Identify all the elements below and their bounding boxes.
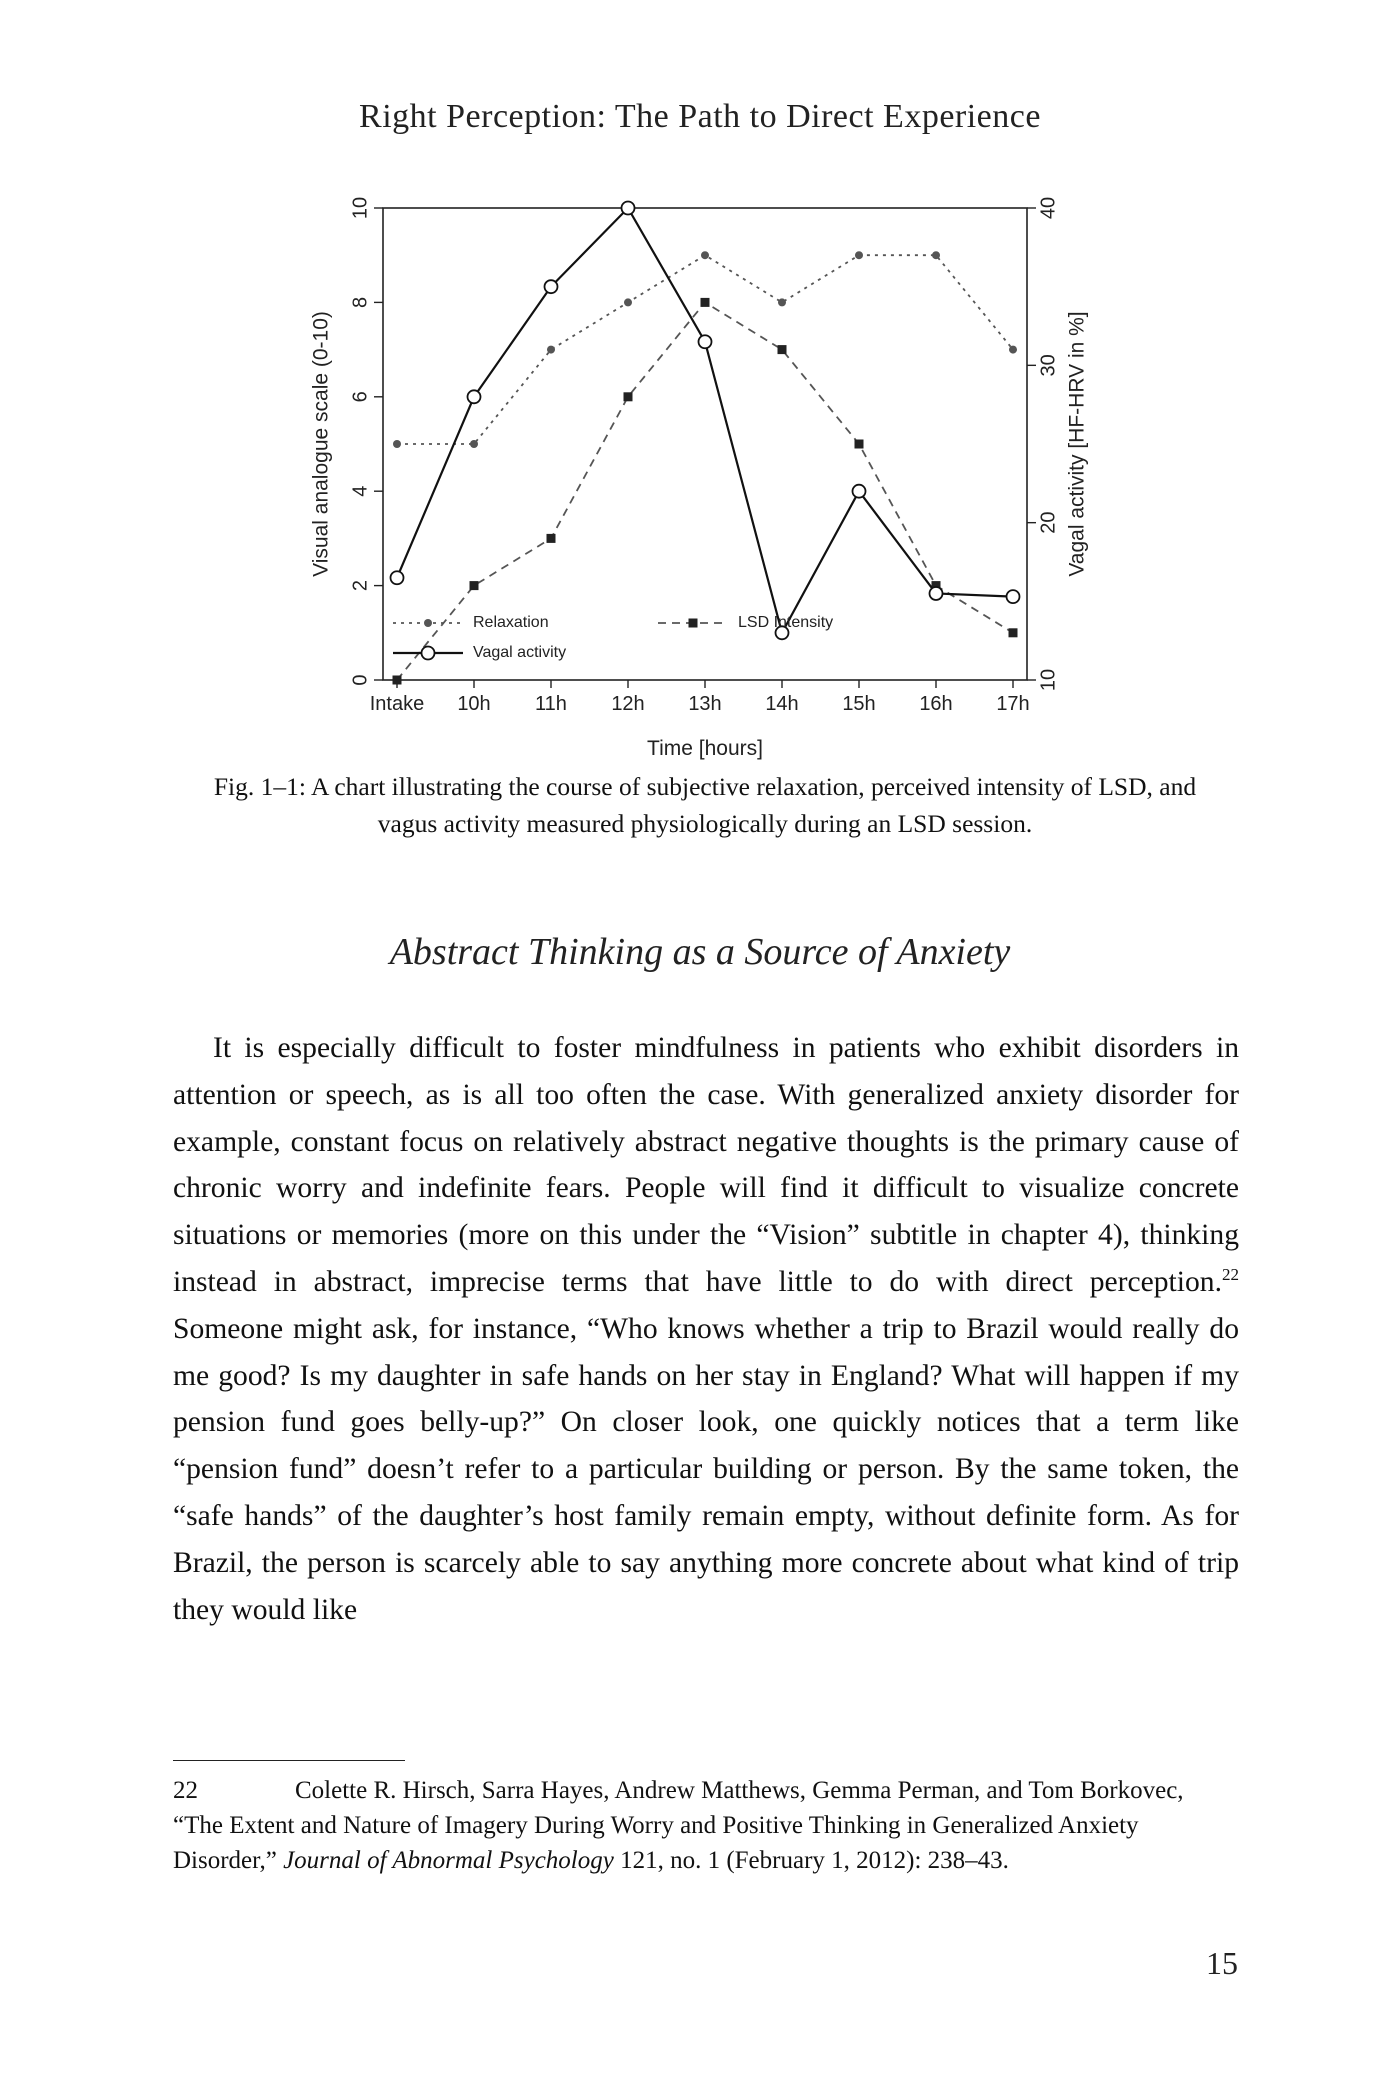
series-line-vagal-activity — [397, 208, 1013, 633]
x-tick-label: 11h — [535, 693, 567, 715]
data-point-vagal-activity — [391, 571, 404, 584]
data-point-relaxation — [393, 440, 401, 448]
data-point-lsd-intensity — [624, 392, 633, 401]
y-right-tick-label: 10 — [1037, 668, 1060, 692]
body-text — [173, 1025, 1239, 1633]
y-left-tick-label: 6 — [349, 391, 372, 403]
y-left-tick-label: 10 — [349, 196, 372, 220]
footnote-number: 22 — [173, 1777, 198, 1804]
body-text-part-1: It is especially difficult to foster mindfulness in patients who exhibit disorders in attention or speech, as is all too often the case. With generalized anxiety disorder for example, constant focus on relatively abstract negative thoughts is the primary cause of chronic worry and indefinite fears. People will find it difficult to visualize concrete situations or memories (more on this under the “Vision” subtitle in chapter 4), thinking instead in abstract, imprecise terms that have little to do with direct perception. — [173, 1032, 1239, 1298]
data-point-lsd-intensity — [778, 345, 787, 354]
data-point-lsd-intensity — [547, 534, 556, 543]
section-heading: Abstract Thinking as a Source of Anxiety — [389, 931, 1011, 973]
data-point-relaxation — [547, 346, 555, 354]
y-right-tick-label: 40 — [1037, 196, 1060, 220]
x-tick-label: Intake — [369, 693, 425, 715]
body-paragraph — [173, 1025, 1239, 1633]
data-point-vagal-activity — [622, 202, 635, 215]
y-left-tick-label: 0 — [349, 674, 372, 686]
x-tick-label: 10h — [457, 693, 491, 715]
legend-marker-lsd-intensity — [689, 619, 698, 628]
y-left-tick-label: 4 — [349, 485, 372, 497]
data-point-relaxation — [932, 251, 940, 259]
data-point-vagal-activity — [468, 390, 481, 403]
x-tick-label: 17h — [996, 693, 1030, 715]
y-right-tick-label: 30 — [1037, 354, 1060, 377]
x-tick-label: 12h — [611, 693, 645, 715]
plot-frame — [383, 208, 1027, 680]
data-point-vagal-activity — [930, 587, 943, 600]
legend-label-relaxation: Relaxation — [473, 614, 549, 632]
data-point-lsd-intensity — [855, 440, 864, 449]
legend-label-vagal-activity: Vagal activity — [473, 644, 567, 662]
data-point-lsd-intensity — [393, 676, 402, 685]
y-right-tick-label: 20 — [1037, 511, 1060, 534]
legend-label-lsd-intensity: LSD Intensity — [738, 614, 834, 632]
footnote-rule — [173, 1760, 405, 1761]
data-point-lsd-intensity — [701, 298, 710, 307]
x-tick-label: 15h — [842, 693, 876, 715]
line-chart — [300, 190, 1100, 770]
x-tick-label: 16h — [919, 693, 953, 715]
x-tick-label: 13h — [688, 693, 722, 715]
data-point-vagal-activity — [699, 335, 712, 348]
y-left-tick-label: 2 — [349, 580, 372, 592]
data-point-relaxation — [778, 298, 786, 306]
data-point-vagal-activity — [545, 280, 558, 293]
page-number: 15 — [1206, 1945, 1238, 1981]
body-text-part-2: Someone might ask, for instance, “Who knows whether a trip to Brazil would really do me good? Is my daughter in safe hands on her stay in England? What will happen if my pension fund goes belly-up?” On closer look, one quickly notices that a term like “pension fund” doesn’t refer to a particular building or person. By the same token, the “safe hands” of the daughter’s host family remain empty, without definite form. As for Brazil, the person is scarcely able to say anything more concrete about what kind of trip they would like — [173, 1312, 1239, 1626]
x-axis-label: Time [hours] — [647, 737, 763, 760]
legend-marker-relaxation — [424, 619, 432, 627]
footnote — [173, 1773, 1223, 1878]
data-point-vagal-activity — [1007, 590, 1020, 603]
data-point-relaxation — [855, 251, 863, 259]
y-left-axis-label: Visual analogue scale (0-10) — [309, 311, 333, 577]
data-point-lsd-intensity — [1009, 628, 1018, 637]
data-point-relaxation — [1009, 346, 1017, 354]
data-point-lsd-intensity — [470, 581, 479, 590]
data-point-relaxation — [701, 251, 709, 259]
series-line-relaxation — [397, 255, 1013, 444]
x-tick-label: 14h — [765, 693, 799, 715]
data-point-vagal-activity — [853, 485, 866, 498]
data-point-relaxation — [470, 440, 478, 448]
figure-caption: Fig. 1–1: A chart illustrating the course of subjective relaxation, perceived intensity of LSD, and vagus activity measured physiologically during an LSD session. — [213, 772, 1197, 838]
running-head: Right Perception: The Path to Direct Experience — [359, 98, 1041, 135]
data-point-relaxation — [624, 298, 632, 306]
y-left-tick-label: 8 — [349, 296, 372, 308]
footnote-reference[interactable]: 22 — [1222, 1265, 1239, 1285]
legend-marker-vagal-activity — [422, 647, 435, 660]
footnote-text-1: Colette R. Hirsch, Sarra Hayes, Andrew Matthews, Gemma Perman, and Tom Borkovec, “The Extent and Nature of Imagery During Worry and Positive Thinking in Generalized Anxiety Disorder,” — [173, 1777, 1184, 1874]
footnote-text-2: 121, no. 1 (February 1, 2012): 238–43. — [613, 1847, 1009, 1874]
footnote-journal: Journal of Abnormal Psychology — [283, 1847, 614, 1874]
y-right-axis-label: Vagal activity [HF-HRV in %] — [1065, 311, 1089, 577]
